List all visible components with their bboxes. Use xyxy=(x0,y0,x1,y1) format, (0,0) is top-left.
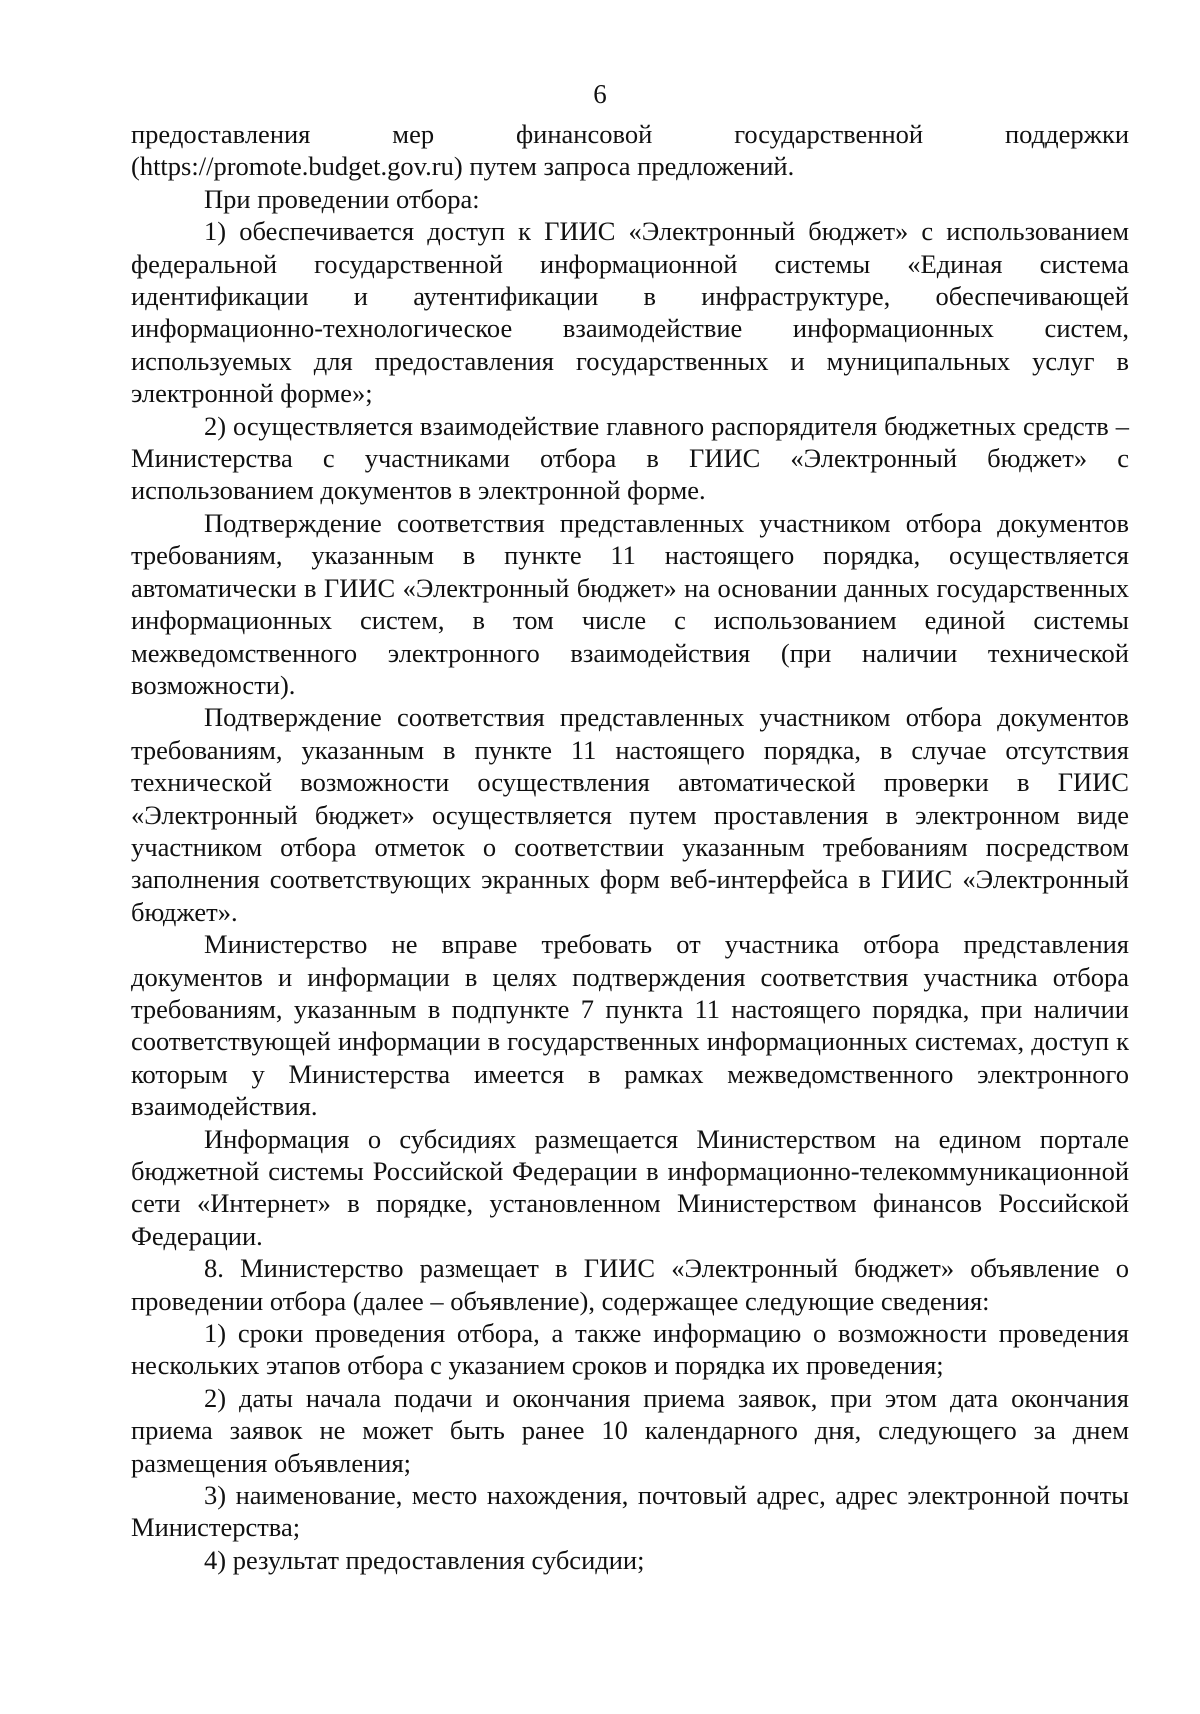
paragraph: 2) даты начала подачи и окончания приема заявок, при этом дата окончания приема заявок не может быть ранее 10 календарного дня, следующего за днем размещения объявления; xyxy=(131,1382,1129,1478)
paragraph: 1) сроки проведения отбора, а также информацию о возможности проведения нескольких этапов отбора с указанием сроков и порядка их проведения; xyxy=(131,1318,1129,1381)
paragraph: При проведении отбора: xyxy=(204,183,480,214)
paragraph: 2) осуществляется взаимодействие главного распорядителя бюджетных средств – Министерства с участниками отбора в ГИИС «Электронный бюджет» с использованием документов в электронной форме. xyxy=(131,410,1129,506)
paragraph: предоставления мер финансовой государственной поддержки (https://promote.budget.gov.ru) путем запроса предложений. xyxy=(131,119,1129,182)
paragraph: 1) обеспечивается доступ к ГИИС «Электронный бюджет» с использованием федеральной государственной информационной системы «Единая система идентификации и аутентификации в инфраструктуре, обеспечивающей информационно-технологическое взаимодействие информационных систем, используемых для предоставления государственных и муниципальных услуг в электронной форме»; xyxy=(131,216,1129,409)
paragraph: Подтверждение соответствия представленных участником отбора документов требованиям, указанным в пункте 11 настоящего порядка, в случае отсутствия технической возможности осуществления автоматической проверки в ГИИС «Электронный бюджет» осуществляется путем проставления в электронном виде участником отбора отметок о соответствии указанным требованиям посредством заполнения соответствующих экранных форм веб-интерфейса в ГИИС «Электронный бюджет». xyxy=(131,702,1129,927)
paragraph: 4) результат предоставления субсидии; xyxy=(204,1544,645,1575)
paragraph: 3) наименование, место нахождения, почтовый адрес, адрес электронной почты Министерства; xyxy=(131,1480,1129,1543)
page-number: 6 xyxy=(593,79,607,109)
document-body xyxy=(131,118,1129,1576)
paragraph: Министерство не вправе требовать от участника отбора представления документов и информации в целях подтверждения соответствия участника отбора требованиям, указанным в подпункте 7 пункта 11 настоящего порядка, при наличии соответствующей информации в государственных информационных системах, доступ к которым у Министерства имеется в рамках межведомственного электронного взаимодействия. xyxy=(131,929,1129,1122)
paragraph: 8. Министерство размещает в ГИИС «Электронный бюджет» объявление о проведении отбора (далее – объявление), содержащее следующие сведения: xyxy=(131,1253,1129,1316)
paragraph: Подтверждение соответствия представленных участником отбора документов требованиям, указанным в пункте 11 настоящего порядка, осуществляется автоматически в ГИИС «Электронный бюджет» на основании данных государственных информационных систем, в том числе с использованием единой системы межведомственного электронного взаимодействия (при наличии технической возможности). xyxy=(131,507,1129,700)
paragraph: Информация о субсидиях размещается Министерством на едином портале бюджетной системы Российской Федерации в информационно-телекоммуникационной сети «Интернет» в порядке, установленном Министерством финансов Российской Федерации. xyxy=(131,1123,1129,1251)
